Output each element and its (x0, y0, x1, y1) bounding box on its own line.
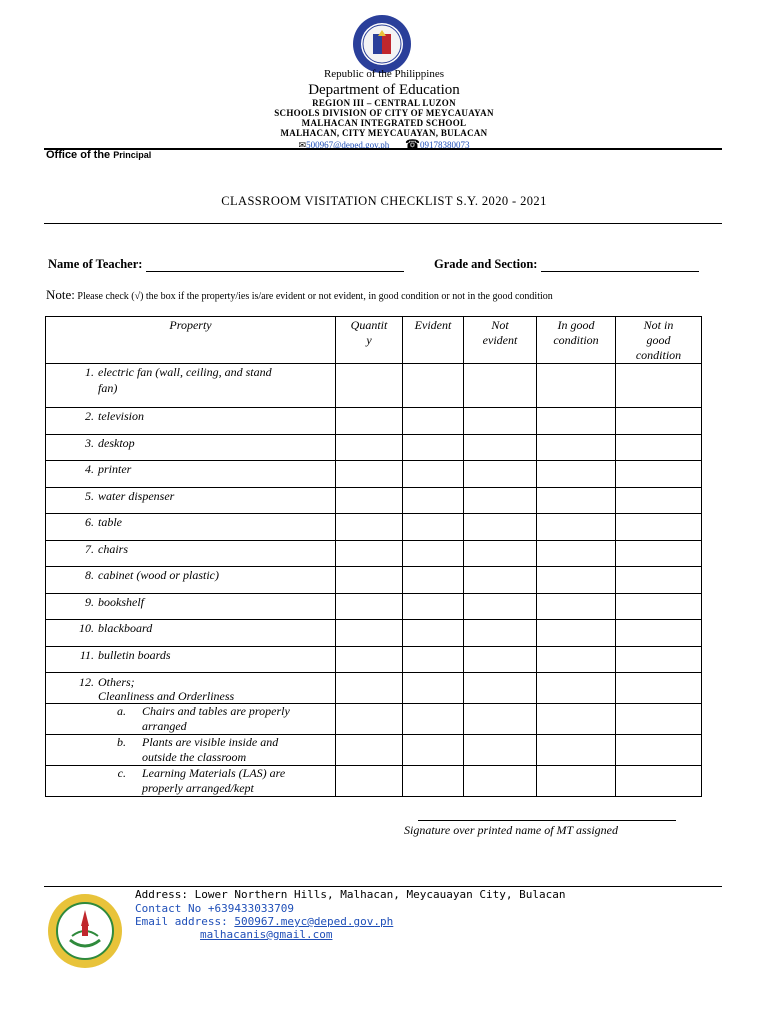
header-address: MALHACAN, CITY MEYCAUAYAN, BULACAN (280, 128, 488, 138)
check-cell[interactable] (537, 704, 616, 735)
check-cell[interactable] (537, 487, 616, 514)
check-cell[interactable] (464, 766, 537, 797)
check-cell[interactable] (537, 540, 616, 567)
check-cell[interactable] (464, 620, 537, 647)
check-cell[interactable] (336, 461, 403, 488)
table-row: 8. cabinet (wood or plastic) (46, 567, 702, 594)
check-cell[interactable] (336, 620, 403, 647)
office-of-principal: Office of the Principal (46, 149, 152, 161)
check-cell[interactable] (403, 646, 464, 673)
header-school: MALHACAN INTEGRATED SCHOOL (301, 118, 467, 128)
check-cell[interactable] (464, 593, 537, 620)
check-cell[interactable] (537, 646, 616, 673)
grade-field: Grade and Section: (434, 257, 699, 272)
table-subrow: b. Plants are visible inside and outside the classroom (46, 735, 702, 766)
check-cell[interactable] (537, 620, 616, 647)
check-cell[interactable] (464, 673, 537, 704)
grade-section-line[interactable] (541, 259, 699, 272)
check-cell[interactable] (537, 461, 616, 488)
check-cell[interactable] (336, 567, 403, 594)
check-cell[interactable] (403, 620, 464, 647)
table-row: 10. blackboard (46, 620, 702, 647)
col-not-evident: Not evident (464, 317, 537, 364)
check-cell[interactable] (616, 593, 702, 620)
check-cell[interactable] (464, 364, 537, 408)
table-subrow: a. Chairs and tables are properly arranged (46, 704, 702, 735)
footer-email-link-1[interactable]: 500967.meyc@deped.gov.ph (234, 915, 394, 928)
check-cell[interactable] (616, 364, 702, 408)
footer-email: Email address: 500967.meyc@deped.gov.ph (135, 915, 394, 928)
check-cell[interactable] (403, 487, 464, 514)
check-cell[interactable] (336, 434, 403, 461)
table-row: 11. bulletin boards (46, 646, 702, 673)
title-divider (44, 223, 722, 224)
school-logo-icon (46, 892, 124, 970)
footer-divider (44, 886, 722, 887)
check-cell[interactable] (403, 704, 464, 735)
check-cell[interactable] (336, 540, 403, 567)
header-department: Department of Education (308, 82, 460, 98)
header-republic: Republic of the Philippines (323, 68, 445, 80)
check-cell[interactable] (616, 567, 702, 594)
check-cell[interactable] (403, 461, 464, 488)
footer-email-link-2[interactable]: malhacanis@gmail.com (200, 928, 333, 941)
table-row: 9. bookshelf (46, 593, 702, 620)
check-cell[interactable] (336, 735, 403, 766)
check-cell[interactable] (616, 766, 702, 797)
header-email-link[interactable]: 500967@deped.gov.ph (306, 140, 390, 150)
table-row: 3. desktop (46, 434, 702, 461)
check-cell[interactable] (616, 461, 702, 488)
table-row: 6. table (46, 514, 702, 541)
deped-seal-icon (352, 14, 412, 74)
teacher-field: Name of Teacher: (48, 257, 404, 272)
check-cell[interactable] (616, 673, 702, 704)
col-evident: Evident (403, 317, 464, 364)
table-row: 5. water dispenser (46, 487, 702, 514)
table-row: 2. television (46, 408, 702, 435)
header-division: SCHOOLS DIVISION OF CITY OF MEYCAUAYAN (274, 108, 494, 118)
check-cell[interactable] (616, 487, 702, 514)
check-cell[interactable] (403, 766, 464, 797)
check-cell[interactable] (464, 434, 537, 461)
check-cell[interactable] (537, 514, 616, 541)
mail-icon: ✉ (298, 140, 307, 150)
check-cell[interactable] (336, 766, 403, 797)
table-row: 4. printer (46, 461, 702, 488)
header-region: REGION III – CENTRAL LUZON (312, 98, 456, 108)
check-cell[interactable] (464, 408, 537, 435)
check-cell[interactable] (464, 646, 537, 673)
check-cell[interactable] (537, 673, 616, 704)
signature-caption: Signature over printed name of MT assigned (404, 823, 618, 837)
table-subrow: c. Learning Materials (LAS) are properly arranged/kept (46, 766, 702, 797)
col-quantity: Quantit y (336, 317, 403, 364)
table-row: 7. chairs (46, 540, 702, 567)
check-cell[interactable] (403, 673, 464, 704)
instruction-note: Note: Please check (√) the box if the property/ies is/are evident or not evident, in good condition or not in the good condition (46, 287, 553, 302)
footer-email-2 (200, 928, 332, 941)
table-row: 1. electric fan (wall, ceiling, and stand fan) (46, 364, 702, 408)
check-cell[interactable] (616, 646, 702, 673)
check-cell[interactable] (537, 735, 616, 766)
col-good-condition: In good condition (537, 317, 616, 364)
check-cell[interactable] (336, 704, 403, 735)
check-cell[interactable] (537, 408, 616, 435)
check-cell[interactable] (403, 434, 464, 461)
check-cell[interactable] (537, 364, 616, 408)
check-cell[interactable] (464, 514, 537, 541)
page-title: CLASSROOM VISITATION CHECKLIST S.Y. 2020 - 2021 (221, 194, 547, 208)
check-cell[interactable] (537, 766, 616, 797)
checklist-table (45, 316, 702, 797)
col-property: Property (46, 317, 336, 364)
check-cell[interactable] (403, 567, 464, 594)
check-cell[interactable] (403, 735, 464, 766)
table-row-others: 12. Others; Cleanliness and Orderliness (46, 673, 702, 704)
footer-contact: Contact No +639433033709 (135, 902, 294, 915)
check-cell[interactable] (616, 408, 702, 435)
check-cell[interactable] (616, 540, 702, 567)
check-cell[interactable] (336, 673, 403, 704)
check-cell[interactable] (403, 408, 464, 435)
check-cell[interactable] (336, 487, 403, 514)
check-cell[interactable] (464, 735, 537, 766)
check-cell[interactable] (403, 593, 464, 620)
check-cell[interactable] (464, 567, 537, 594)
check-cell[interactable] (537, 567, 616, 594)
check-cell[interactable] (464, 461, 537, 488)
check-cell[interactable] (537, 434, 616, 461)
check-cell[interactable] (336, 408, 403, 435)
check-cell[interactable] (336, 646, 403, 673)
phone-icon: ☎ (405, 137, 420, 151)
footer-address: Address: Lower Northern Hills, Malhacan, Meycauayan City, Bulacan (135, 888, 566, 901)
check-cell[interactable] (616, 704, 702, 735)
signature-line[interactable] (418, 820, 676, 821)
check-cell[interactable] (616, 514, 702, 541)
check-cell[interactable] (464, 487, 537, 514)
check-cell[interactable] (336, 593, 403, 620)
check-cell[interactable] (403, 364, 464, 408)
check-cell[interactable] (336, 514, 403, 541)
check-cell[interactable] (616, 434, 702, 461)
check-cell[interactable] (464, 704, 537, 735)
check-cell[interactable] (616, 620, 702, 647)
table-header-row (46, 317, 702, 364)
check-cell[interactable] (464, 540, 537, 567)
check-cell[interactable] (403, 514, 464, 541)
teacher-name-line[interactable] (146, 259, 404, 272)
header-phone-link[interactable]: 09178380073 (419, 140, 470, 150)
check-cell[interactable] (403, 540, 464, 567)
check-cell[interactable] (336, 364, 403, 408)
check-cell[interactable] (537, 593, 616, 620)
check-cell[interactable] (616, 735, 702, 766)
col-not-good-condition: Not in good condition (616, 317, 702, 364)
